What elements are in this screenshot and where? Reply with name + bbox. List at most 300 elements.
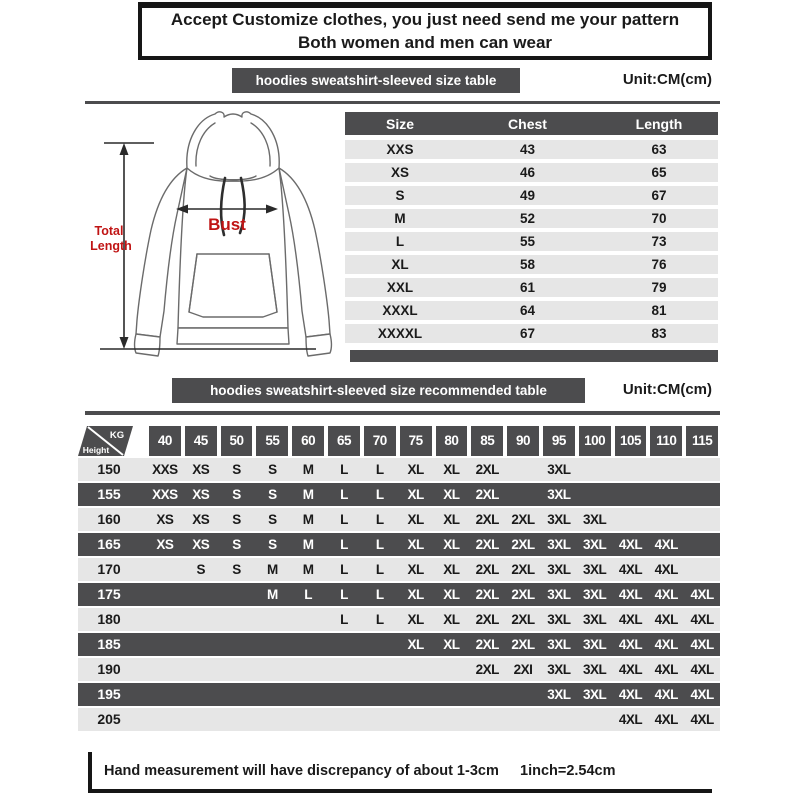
reco-size-cell: 2XL (475, 662, 499, 677)
size-table-row (345, 324, 718, 343)
reco-size-cell: 3XL (547, 687, 571, 702)
weight-header-value: 45 (185, 426, 217, 456)
reco-size-cell: 3XL (547, 462, 571, 477)
reco-size-cell (254, 633, 290, 656)
reco-size-cell (434, 683, 470, 706)
footer-bottom-bar (88, 789, 712, 793)
size-table-row (345, 209, 718, 228)
reco-size-cell: S (232, 537, 241, 552)
weight-header-cell (290, 426, 326, 456)
reco-size-cell (183, 708, 219, 731)
height-row-label: 160 (97, 511, 121, 527)
size-column-header: Size (385, 115, 414, 132)
size-table-title: hoodies sweatshirt-sleeved size table (255, 73, 497, 88)
reco-size-cell: 2XL (475, 537, 499, 552)
weight-header-cell (469, 426, 505, 456)
total-length-label-line2: Length (90, 239, 132, 253)
reco-table-row (78, 633, 720, 656)
reco-size-cell (434, 708, 470, 731)
unit-label-1: Unit:CM(cm) (622, 71, 712, 88)
reco-size-cell (219, 608, 255, 631)
size-table-row (345, 140, 718, 159)
reco-size-cell (541, 708, 577, 731)
weight-header-cell (577, 426, 613, 456)
reco-size-cell: 4XL (654, 687, 678, 702)
weight-header-value: 110 (650, 426, 682, 456)
weight-header-cell (183, 426, 219, 456)
reco-size-cell: 4XL (690, 712, 714, 727)
weight-header-value: 85 (471, 426, 503, 456)
reco-size-cell: 4XL (690, 687, 714, 702)
reco-size-cell: M (302, 537, 314, 552)
reco-size-cell (505, 483, 541, 506)
reco-size-cell (147, 633, 183, 656)
reco-size-cell: S (232, 562, 241, 577)
reco-size-cell: 3XL (583, 562, 607, 577)
reco-size-cell: 3XL (547, 662, 571, 677)
reco-size-cell: XXS (152, 462, 178, 477)
height-row-label: 185 (97, 636, 121, 652)
height-row-label: 175 (97, 586, 121, 602)
reco-table-row (78, 683, 720, 706)
size-table-cell: 63 (651, 142, 667, 157)
reco-size-cell: 3XL (583, 612, 607, 627)
reco-size-cell (505, 458, 541, 481)
reco-size-cell: XL (407, 537, 424, 552)
reco-size-cell: 4XL (618, 562, 643, 577)
reco-size-cell: 4XL (618, 587, 643, 602)
reco-size-cell: 3XL (583, 537, 607, 552)
weight-header-value: 40 (149, 426, 181, 456)
reco-size-cell (254, 708, 290, 731)
reco-size-cell (613, 508, 649, 531)
reco-size-cell (219, 583, 255, 606)
reco-table-row (78, 458, 720, 481)
size-table-title-bar (232, 68, 520, 93)
inch-conversion-note: 1inch=2.54cm (520, 763, 616, 779)
reco-size-cell: 3XL (547, 512, 571, 527)
reco-size-cell (648, 458, 684, 481)
reco-size-cell: 4XL (654, 712, 678, 727)
reco-size-cell: 4XL (654, 637, 678, 652)
reco-size-cell (469, 708, 505, 731)
weight-header-value: 55 (256, 426, 288, 456)
reco-size-cell (613, 483, 649, 506)
reco-size-cell: 4XL (690, 662, 714, 677)
size-table-cell: 43 (519, 142, 536, 157)
reco-size-cell (183, 683, 219, 706)
reco-size-cell: 2XL (511, 537, 535, 552)
reco-size-cell (147, 708, 183, 731)
weight-header-cell (434, 426, 470, 456)
weight-header-value: 75 (400, 426, 432, 456)
reco-size-cell (219, 633, 255, 656)
reco-size-cell: 3XL (547, 587, 571, 602)
custom-clothes-banner (138, 2, 712, 60)
weight-header-value: 100 (579, 426, 611, 456)
weight-header-cell (541, 426, 577, 456)
size-table-cell: XS (390, 165, 409, 180)
reco-size-cell: XL (407, 487, 424, 502)
reco-table-row (78, 558, 720, 581)
reco-size-cell: XL (407, 637, 424, 652)
reco-size-cell: M (266, 562, 278, 577)
reco-size-cell: XL (407, 462, 424, 477)
weight-header-value: 105 (615, 426, 647, 456)
section2-divider (85, 411, 720, 415)
reco-size-cell: 3XL (583, 687, 607, 702)
reco-size-cell: S (268, 462, 277, 477)
reco-size-cell (147, 683, 183, 706)
reco-size-cell: XS (156, 512, 174, 527)
reco-size-cell: L (340, 537, 348, 552)
reco-size-cell: L (340, 487, 348, 502)
weight-header-value: 115 (686, 426, 718, 456)
reco-size-cell: XS (192, 512, 210, 527)
unit-label-2: Unit:CM(cm) (622, 381, 712, 398)
reco-size-cell: M (302, 462, 314, 477)
reco-size-cell: 2XI (513, 662, 533, 677)
banner-line-2: Both women and men can wear (297, 33, 553, 52)
size-table-body (345, 140, 718, 343)
reco-size-cell (684, 458, 720, 481)
reco-size-cell: L (340, 587, 348, 602)
reco-size-cell: XL (407, 612, 424, 627)
recommended-table-title-bar (172, 378, 585, 403)
weight-header-value: 90 (507, 426, 539, 456)
reco-size-cell: S (268, 512, 277, 527)
reco-size-cell (362, 708, 398, 731)
reco-size-cell: 3XL (547, 637, 571, 652)
reco-size-cell: 4XL (618, 612, 643, 627)
weight-header-cell (684, 426, 720, 456)
height-row-label: 165 (97, 536, 121, 552)
reco-size-cell: 4XL (618, 712, 643, 727)
total-length-label-line1: Total (94, 224, 124, 238)
reco-size-cell: 2XL (511, 612, 535, 627)
reco-size-cell (398, 683, 434, 706)
weight-header-value: 95 (543, 426, 575, 456)
reco-size-cell: 4XL (654, 612, 678, 627)
reco-size-cell (290, 683, 326, 706)
reco-size-cell (290, 608, 326, 631)
reco-size-cell: 4XL (690, 637, 714, 652)
reco-size-cell: 2XL (475, 637, 499, 652)
size-table-cell: XXXXL (377, 326, 423, 341)
reco-size-cell: L (375, 587, 384, 602)
size-table-cell: 76 (651, 257, 667, 272)
weight-header-cell (254, 426, 290, 456)
reco-size-cell (613, 458, 649, 481)
reco-size-cell (684, 533, 720, 556)
reco-size-cell: L (375, 512, 384, 527)
reco-size-cell (362, 683, 398, 706)
height-row-label: 180 (97, 611, 121, 627)
reco-table-body (78, 458, 720, 731)
bust-label: Bust (208, 215, 246, 234)
reco-size-cell: 4XL (618, 637, 643, 652)
reco-size-cell: 3XL (547, 562, 571, 577)
size-table-cell: M (394, 211, 406, 226)
reco-size-cell (362, 658, 398, 681)
reco-size-cell: XL (443, 587, 460, 602)
reco-size-cell: L (375, 562, 384, 577)
reco-size-cell: 3XL (547, 537, 571, 552)
reco-size-cell (648, 483, 684, 506)
size-table-row (345, 163, 718, 182)
size-table-cell: 79 (651, 280, 667, 295)
reco-size-cell (398, 708, 434, 731)
reco-size-cell: S (232, 462, 241, 477)
reco-table-row (78, 508, 720, 531)
height-row-label: 170 (97, 561, 121, 577)
reco-size-cell: 2XL (475, 462, 499, 477)
weight-header-cell (326, 426, 362, 456)
reco-size-cell: XS (192, 462, 210, 477)
reco-size-cell: M (302, 487, 314, 502)
recommended-table-title: hoodies sweatshirt-sleeved size recommended table (210, 383, 547, 398)
reco-size-cell (362, 633, 398, 656)
length-column-header: Length (635, 115, 683, 132)
reco-size-cell: S (232, 512, 241, 527)
reco-size-cell (648, 508, 684, 531)
reco-size-cell (147, 608, 183, 631)
reco-size-cell (254, 608, 290, 631)
size-table-cell: 81 (651, 303, 667, 318)
reco-size-cell: 4XL (654, 587, 678, 602)
size-table-cell: 73 (651, 234, 667, 249)
reco-size-cell: 3XL (547, 612, 571, 627)
reco-size-cell: 2XL (511, 512, 535, 527)
reco-size-cell: S (232, 487, 241, 502)
reco-size-cell: XS (192, 537, 210, 552)
reco-size-cell: XL (407, 587, 424, 602)
height-row-label: 195 (97, 686, 121, 702)
reco-size-cell (183, 658, 219, 681)
weight-header-cell (219, 426, 255, 456)
size-table-cell: 55 (519, 234, 536, 249)
size-table-cell: 64 (519, 303, 536, 318)
reco-size-cell: 4XL (690, 612, 714, 627)
height-row-label: 155 (97, 486, 121, 502)
reco-size-cell: 2XL (475, 512, 499, 527)
reco-size-cell (183, 633, 219, 656)
reco-size-cell: 3XL (583, 662, 607, 677)
reco-table-header-row (78, 426, 720, 456)
reco-size-cell: 2XL (475, 587, 499, 602)
reco-size-cell (254, 683, 290, 706)
reco-size-cell: XL (407, 562, 424, 577)
weight-header-cell (147, 426, 183, 456)
size-table-cell: 83 (651, 326, 667, 341)
size-table-cell: XXS (386, 142, 414, 157)
reco-size-cell: 4XL (654, 537, 678, 552)
reco-size-cell: L (340, 612, 348, 627)
reco-size-cell: S (196, 562, 205, 577)
size-table-row (345, 232, 718, 251)
weight-header-cell (648, 426, 684, 456)
reco-size-cell: M (302, 562, 314, 577)
height-row-label: 150 (97, 461, 121, 477)
reco-size-cell: 3XL (583, 512, 607, 527)
size-table-cell: 52 (519, 211, 536, 226)
reco-size-cell: XL (407, 512, 424, 527)
reco-size-cell: XL (443, 612, 460, 627)
size-table-row (345, 186, 718, 205)
reco-size-cell (147, 583, 183, 606)
size-table-row (345, 255, 718, 274)
reco-size-cell: M (302, 512, 314, 527)
size-measurements-table (345, 112, 718, 347)
reco-size-cell: XL (443, 512, 460, 527)
reco-size-cell (183, 583, 219, 606)
reco-size-cell: 2XL (511, 562, 535, 577)
reco-size-cell (326, 683, 362, 706)
reco-size-cell (219, 683, 255, 706)
reco-size-cell: 4XL (618, 662, 643, 677)
recommended-size-table (78, 426, 720, 733)
reco-size-cell: XL (443, 537, 460, 552)
reco-size-cell: L (340, 462, 348, 477)
size-table-cell: 70 (651, 211, 667, 226)
reco-size-cell (326, 633, 362, 656)
reco-size-cell: S (268, 487, 277, 502)
size-table-cell: 65 (651, 165, 667, 180)
size-table-cell: 67 (651, 188, 667, 203)
height-label: Height (82, 445, 110, 455)
reco-size-cell: L (340, 512, 348, 527)
reco-size-cell: L (375, 612, 384, 627)
reco-size-cell (684, 558, 720, 581)
reco-size-cell (183, 608, 219, 631)
size-table-cell: 58 (519, 257, 536, 272)
reco-size-cell: XL (443, 562, 460, 577)
weight-header-value: 80 (436, 426, 468, 456)
reco-size-cell: L (304, 587, 313, 602)
reco-size-cell: XL (443, 637, 460, 652)
reco-size-cell: 4XL (690, 587, 714, 602)
reco-size-cell (577, 483, 613, 506)
reco-size-cell: 2XL (511, 587, 535, 602)
weight-header-value: 60 (292, 426, 324, 456)
reco-size-cell (577, 708, 613, 731)
reco-table-row (78, 533, 720, 556)
kg-height-corner-cell (78, 426, 133, 456)
reco-size-cell (434, 658, 470, 681)
height-row-label: 205 (97, 711, 121, 727)
weight-header-cell (398, 426, 434, 456)
reco-table-row (78, 708, 720, 731)
measurement-note: Hand measurement will have discrepancy of about 1-3cm (104, 763, 499, 779)
chest-column-header: Chest (508, 115, 547, 132)
reco-size-cell: S (268, 537, 277, 552)
weight-header-value: 70 (364, 426, 396, 456)
size-table-cell: XL (391, 257, 409, 272)
section1-divider (85, 101, 720, 104)
reco-size-cell (469, 683, 505, 706)
reco-size-cell (326, 658, 362, 681)
reco-table-row (78, 608, 720, 631)
size-table-header-row (345, 112, 718, 135)
reco-size-cell (254, 658, 290, 681)
reco-size-cell: L (375, 537, 384, 552)
reco-size-cell (684, 483, 720, 506)
reco-size-cell: XL (443, 487, 460, 502)
reco-size-cell (505, 708, 541, 731)
weight-header-cells (147, 426, 720, 456)
size-table-cell: XXL (386, 280, 414, 295)
reco-table-row (78, 658, 720, 681)
reco-table-row (78, 483, 720, 506)
reco-size-cell (684, 508, 720, 531)
size-table-cell: L (395, 234, 405, 249)
size-table-cell: S (395, 188, 405, 203)
kg-label: KG (109, 430, 125, 441)
reco-size-cell: XL (443, 462, 460, 477)
reco-size-cell: XXS (152, 487, 178, 502)
reco-size-cell: L (375, 462, 384, 477)
reco-size-cell (326, 708, 362, 731)
height-row-label: 190 (97, 661, 121, 677)
weight-header-cell (505, 426, 541, 456)
reco-size-cell (147, 558, 183, 581)
reco-size-cell: 4XL (654, 562, 678, 577)
reco-size-cell (505, 683, 541, 706)
size-table-cell: 61 (519, 280, 536, 295)
reco-size-cell (398, 658, 434, 681)
reco-size-cell (290, 708, 326, 731)
footer-left-bar (88, 752, 92, 793)
weight-header-value: 50 (221, 426, 253, 456)
size-table-cell: 46 (519, 165, 536, 180)
reco-size-cell: 2XL (475, 487, 499, 502)
banner-line-1: Accept Customize clothes, you just need send me your pattern (170, 10, 680, 30)
reco-size-cell: XS (192, 487, 210, 502)
reco-size-cell: M (266, 587, 278, 602)
reco-size-cell: 2XL (475, 562, 499, 577)
reco-size-cell: L (340, 562, 348, 577)
size-table-cell: 67 (519, 326, 536, 341)
hoodie-line-drawing (88, 106, 338, 364)
reco-size-cell: 4XL (618, 537, 643, 552)
reco-size-cell (290, 658, 326, 681)
reco-size-cell: 3XL (547, 487, 571, 502)
size-table-cell: 49 (519, 188, 536, 203)
reco-size-cell: 2XL (475, 612, 499, 627)
size-table-row (345, 301, 718, 320)
reco-size-cell (290, 633, 326, 656)
size-table-row (345, 278, 718, 297)
reco-size-cell: L (375, 487, 384, 502)
size-table-cell: XXXL (382, 303, 418, 318)
hoodie-measurement-diagram (88, 106, 338, 364)
weight-header-cell (613, 426, 649, 456)
reco-size-cell (577, 458, 613, 481)
reco-size-cell: 4XL (618, 687, 643, 702)
reco-size-cell: 3XL (583, 637, 607, 652)
reco-size-cell: 4XL (654, 662, 678, 677)
reco-table-row (78, 583, 720, 606)
reco-size-cell (219, 708, 255, 731)
reco-size-cell (219, 658, 255, 681)
reco-size-cell: XS (156, 537, 174, 552)
size-table-footer-bar (350, 350, 718, 362)
reco-size-cell (147, 658, 183, 681)
weight-header-value: 65 (328, 426, 360, 456)
reco-size-cell: 2XL (511, 637, 535, 652)
weight-header-cell (362, 426, 398, 456)
reco-size-cell: 3XL (583, 587, 607, 602)
